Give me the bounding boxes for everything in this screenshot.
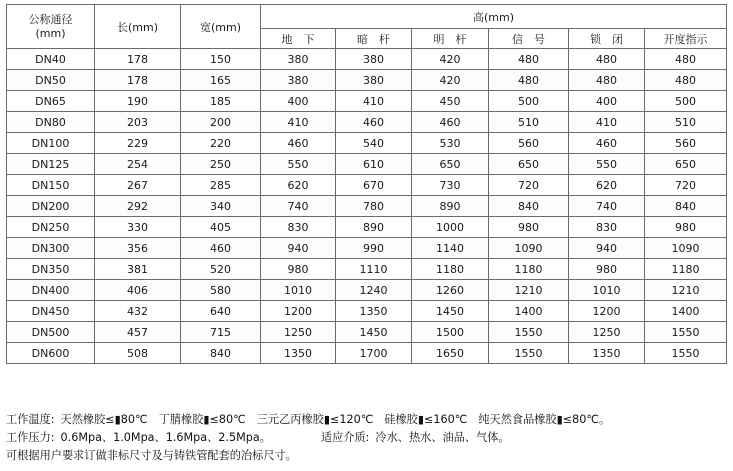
table-cell: 620: [261, 175, 336, 196]
table-row: [7, 322, 727, 343]
table-cell: 720: [645, 175, 727, 196]
table-cell: 580: [181, 280, 261, 301]
table-cell: 410: [261, 112, 336, 133]
header-height-col: 暗 杆: [336, 29, 412, 49]
note-pressure-medium: [6, 429, 726, 447]
row-nominal-diameter: DN40: [7, 49, 95, 70]
row-nominal-diameter: DN600: [7, 343, 95, 364]
note-temperature: [6, 411, 726, 429]
table-cell: 285: [181, 175, 261, 196]
notes: [6, 411, 726, 465]
table-cell: 740: [261, 196, 336, 217]
header-height: 高(mm): [261, 5, 727, 29]
table-cell: 530: [412, 133, 489, 154]
table-row: [7, 70, 727, 91]
table-cell: 1550: [489, 343, 569, 364]
table-cell: 940: [261, 238, 336, 259]
table-cell: 190: [95, 91, 181, 112]
table-cell: 406: [95, 280, 181, 301]
pressure-value: 0.6Mpa、1.0Mpa、1.6Mpa、2.5Mpa。: [60, 431, 271, 444]
table-cell: 640: [181, 301, 261, 322]
table-cell: 1180: [412, 259, 489, 280]
temperature-item: 丁腈橡胶▮≤80℃: [158, 413, 246, 426]
note-custom: [6, 447, 726, 465]
table-cell: 185: [181, 91, 261, 112]
table-cell: 510: [645, 112, 727, 133]
table-row: [7, 217, 727, 238]
temperature-item: 三元乙丙橡胶▮≤120℃: [256, 413, 374, 426]
table-cell: 1010: [569, 280, 645, 301]
table-cell: 1210: [645, 280, 727, 301]
table-cell: 460: [412, 112, 489, 133]
table-cell: 380: [336, 70, 412, 91]
table-cell: 890: [412, 196, 489, 217]
table-cell: 980: [261, 259, 336, 280]
table-row: [7, 133, 727, 154]
row-nominal-diameter: DN80: [7, 112, 95, 133]
table-row: [7, 196, 727, 217]
table-row: [7, 175, 727, 196]
header-height-col: 地 下: [261, 29, 336, 49]
table-cell: 980: [489, 217, 569, 238]
table-cell: 410: [569, 112, 645, 133]
table-cell: 830: [569, 217, 645, 238]
pressure-label: 工作压力:: [6, 431, 55, 444]
table-cell: 1350: [336, 301, 412, 322]
table-cell: 990: [336, 238, 412, 259]
table-row: [7, 154, 727, 175]
table-cell: 381: [95, 259, 181, 280]
table-row: [7, 238, 727, 259]
table-cell: 890: [336, 217, 412, 238]
table-cell: 254: [95, 154, 181, 175]
table-cell: 400: [261, 91, 336, 112]
custom-size-note: 可根据用户要求订做非标尺寸及与铸铁管配套的冶标尺寸。: [6, 449, 297, 462]
table-cell: 1200: [569, 301, 645, 322]
table-cell: 380: [261, 49, 336, 70]
header-height-col: 明 杆: [412, 29, 489, 49]
table-cell: 1400: [645, 301, 727, 322]
table-cell: 1200: [261, 301, 336, 322]
table-cell: 1550: [645, 322, 727, 343]
table-cell: 980: [569, 259, 645, 280]
header-height-col: 开度指示: [645, 29, 727, 49]
table-cell: 560: [489, 133, 569, 154]
header-length: 长(mm): [95, 5, 181, 49]
table-cell: 610: [336, 154, 412, 175]
table-cell: 1350: [261, 343, 336, 364]
table-cell: 480: [489, 70, 569, 91]
table-cell: 508: [95, 343, 181, 364]
table-cell: 460: [569, 133, 645, 154]
table-cell: 1550: [645, 343, 727, 364]
table-cell: 1500: [412, 322, 489, 343]
table-cell: 840: [645, 196, 727, 217]
table-cell: 200: [181, 112, 261, 133]
table-cell: 730: [412, 175, 489, 196]
table-cell: 720: [489, 175, 569, 196]
table-cell: 420: [412, 70, 489, 91]
table-cell: 178: [95, 70, 181, 91]
table-cell: 420: [412, 49, 489, 70]
table-cell: 460: [261, 133, 336, 154]
table-cell: 165: [181, 70, 261, 91]
dimension-table: [6, 4, 727, 364]
table-cell: 520: [181, 259, 261, 280]
table-cell: 178: [95, 49, 181, 70]
table-cell: 840: [181, 343, 261, 364]
table-cell: 460: [181, 238, 261, 259]
header-height-col: 信 号: [489, 29, 569, 49]
table-cell: 510: [489, 112, 569, 133]
table-cell: 780: [336, 196, 412, 217]
medium-value: 冷水、热水、油品、气体。: [375, 431, 510, 444]
table-cell: 1450: [412, 301, 489, 322]
table-cell: 480: [569, 70, 645, 91]
table-cell: 340: [181, 196, 261, 217]
table-cell: 980: [645, 217, 727, 238]
table-cell: 480: [489, 49, 569, 70]
temperature-item: 硅橡胶▮≤160℃: [384, 413, 468, 426]
table-cell: 1260: [412, 280, 489, 301]
table-cell: 650: [489, 154, 569, 175]
temperature-item: 天然橡胶≤▮80℃: [60, 413, 148, 426]
table-cell: 405: [181, 217, 261, 238]
table-cell: 457: [95, 322, 181, 343]
table-cell: 500: [489, 91, 569, 112]
table-cell: 1250: [261, 322, 336, 343]
table-cell: 410: [336, 91, 412, 112]
table-cell: 1110: [336, 259, 412, 280]
table-cell: 1090: [489, 238, 569, 259]
header-height-col: 锁 闭: [569, 29, 645, 49]
table-cell: 715: [181, 322, 261, 343]
row-nominal-diameter: DN125: [7, 154, 95, 175]
table-cell: 940: [569, 238, 645, 259]
table-cell: 203: [95, 112, 181, 133]
row-nominal-diameter: DN300: [7, 238, 95, 259]
table-cell: 450: [412, 91, 489, 112]
table-cell: 432: [95, 301, 181, 322]
table-cell: 220: [181, 133, 261, 154]
table-cell: 400: [569, 91, 645, 112]
table-row: [7, 280, 727, 301]
table-cell: 150: [181, 49, 261, 70]
table-cell: 380: [336, 49, 412, 70]
table-row: [7, 343, 727, 364]
table-cell: 292: [95, 196, 181, 217]
table-cell: 267: [95, 175, 181, 196]
table-cell: 480: [645, 49, 727, 70]
table-row: [7, 259, 727, 280]
table-cell: 480: [569, 49, 645, 70]
row-nominal-diameter: DN350: [7, 259, 95, 280]
table-cell: 550: [261, 154, 336, 175]
table-cell: 1010: [261, 280, 336, 301]
temperature-item: 纯天然食品橡胶▮≤80℃。: [478, 413, 611, 426]
table-cell: 1090: [645, 238, 727, 259]
medium-label: 适应介质:: [320, 431, 370, 444]
table-row: [7, 49, 727, 70]
table-cell: 540: [336, 133, 412, 154]
table-cell: 550: [569, 154, 645, 175]
table-cell: 480: [645, 70, 727, 91]
row-nominal-diameter: DN100: [7, 133, 95, 154]
table-cell: 620: [569, 175, 645, 196]
table-row: [7, 112, 727, 133]
table-cell: 1550: [489, 322, 569, 343]
table-cell: 1180: [645, 259, 727, 280]
table-cell: 1250: [569, 322, 645, 343]
row-nominal-diameter: DN150: [7, 175, 95, 196]
table-cell: 670: [336, 175, 412, 196]
table-cell: 560: [645, 133, 727, 154]
row-nominal-diameter: DN450: [7, 301, 95, 322]
table-cell: 840: [489, 196, 569, 217]
table-cell: 356: [95, 238, 181, 259]
table-cell: 650: [645, 154, 727, 175]
table-cell: 1140: [412, 238, 489, 259]
table-cell: 650: [412, 154, 489, 175]
table-cell: 1240: [336, 280, 412, 301]
table-cell: 380: [261, 70, 336, 91]
table-cell: 500: [645, 91, 727, 112]
row-nominal-diameter: DN65: [7, 91, 95, 112]
table-cell: 250: [181, 154, 261, 175]
table-cell: 1350: [569, 343, 645, 364]
row-nominal-diameter: DN50: [7, 70, 95, 91]
table-cell: 740: [569, 196, 645, 217]
table-cell: 1210: [489, 280, 569, 301]
temperature-label: 工作温度:: [6, 413, 55, 426]
table-cell: 1700: [336, 343, 412, 364]
table-cell: 1650: [412, 343, 489, 364]
row-nominal-diameter: DN250: [7, 217, 95, 238]
table-cell: 1000: [412, 217, 489, 238]
table-row: [7, 91, 727, 112]
row-nominal-diameter: DN200: [7, 196, 95, 217]
table-cell: 460: [336, 112, 412, 133]
row-nominal-diameter: DN500: [7, 322, 95, 343]
table-cell: 330: [95, 217, 181, 238]
table-cell: 1180: [489, 259, 569, 280]
table-cell: 1400: [489, 301, 569, 322]
table-cell: 229: [95, 133, 181, 154]
table-cell: 830: [261, 217, 336, 238]
header-nominal-diameter: 公称通径 (mm): [7, 5, 95, 49]
table-cell: 1450: [336, 322, 412, 343]
table-row: [7, 301, 727, 322]
header-width: 宽(mm): [181, 5, 261, 49]
row-nominal-diameter: DN400: [7, 280, 95, 301]
